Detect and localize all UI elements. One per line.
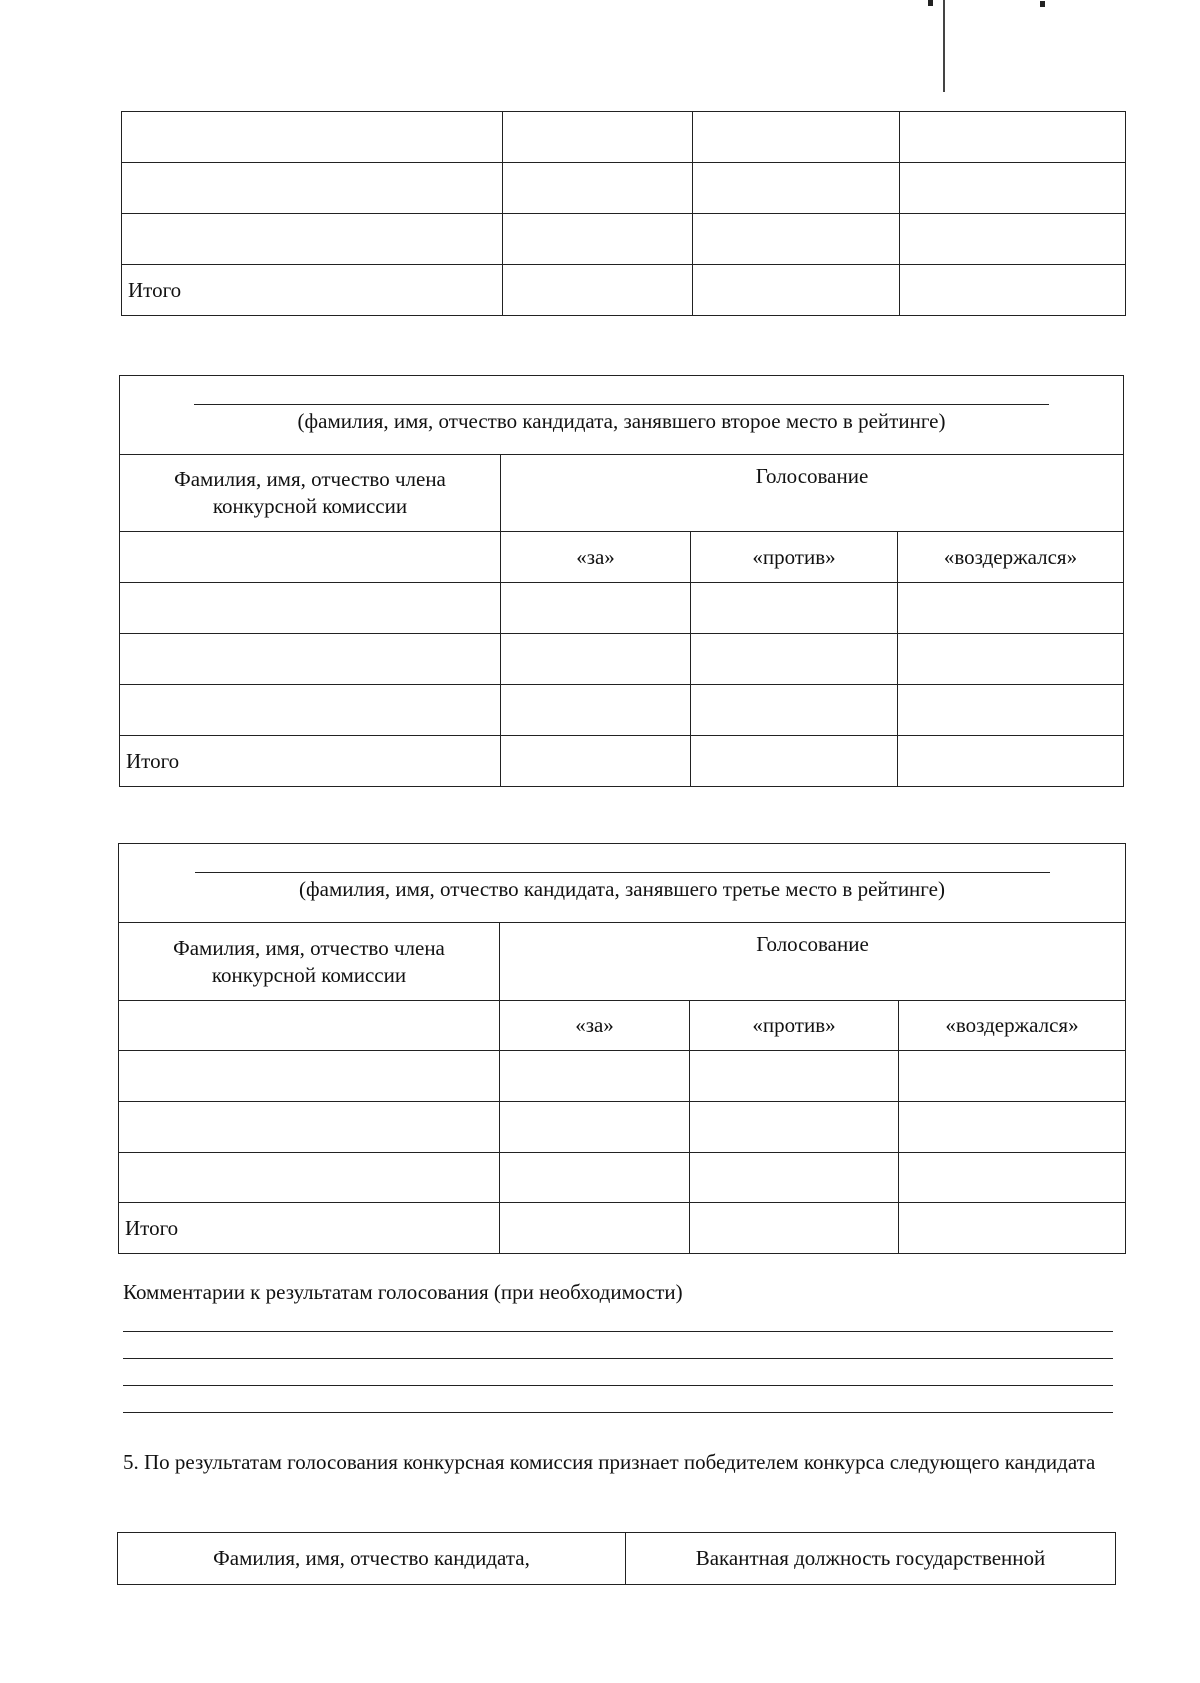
vote-for-cell[interactable] [503,163,693,214]
vote-for-header: «за» [501,532,691,583]
candidate-name-line [195,872,1050,873]
vote-against-cell[interactable] [693,163,900,214]
vote-abstain-cell[interactable] [900,214,1126,265]
table-row [122,112,1126,163]
margin-rule [943,0,945,92]
member-name-cell[interactable] [120,685,501,736]
vote-for-cell[interactable] [503,214,693,265]
vote-for-cell[interactable] [503,112,693,163]
column-header-row [119,923,1126,1001]
member-name-cell[interactable] [122,163,503,214]
voting-table-first-place [121,111,1126,316]
column-header-row [120,455,1124,532]
total-against-cell[interactable] [691,736,898,787]
vote-abstain-cell[interactable] [898,583,1124,634]
comment-line[interactable] [123,1412,1113,1413]
vote-options-row [120,532,1124,583]
table-row [120,634,1124,685]
vote-against-cell[interactable] [693,112,900,163]
comment-line[interactable] [123,1331,1113,1332]
member-col-header: Фамилия, имя, отчество члена конкурсной комиссии [119,923,500,1001]
winner-header-row [118,1533,1116,1585]
table-row [122,214,1126,265]
total-abstain-cell[interactable] [898,736,1124,787]
member-name-cell[interactable] [119,1153,500,1203]
vote-against-cell[interactable] [690,1153,899,1203]
vote-abstain-header: «воздержался» [899,1001,1126,1051]
member-name-cell[interactable] [120,583,501,634]
total-for-cell[interactable] [501,736,691,787]
member-name-cell[interactable] [119,1102,500,1153]
vote-against-cell[interactable] [690,1102,899,1153]
vote-against-cell[interactable] [690,1051,899,1102]
table-row [122,163,1126,214]
candidate-name-cell[interactable] [120,376,1124,455]
candidate-header-row [119,844,1126,923]
table-row [119,1153,1126,1203]
member-name-cell[interactable] [122,214,503,265]
vote-abstain-cell[interactable] [900,112,1126,163]
winner-table [117,1532,1116,1585]
candidate-name-line [194,404,1049,405]
vote-for-cell[interactable] [501,583,691,634]
candidate-caption: (фамилия, имя, отчество кандидата, занявшего третье место в рейтинге) [299,876,945,901]
vote-against-header: «против» [690,1001,899,1051]
vote-against-cell[interactable] [691,583,898,634]
vote-options-row [119,1001,1126,1051]
vote-against-header: «против» [691,532,898,583]
total-label: Итого [122,265,503,316]
vote-for-header: «за» [500,1001,690,1051]
vote-abstain-cell[interactable] [899,1102,1126,1153]
vote-abstain-cell[interactable] [898,634,1124,685]
vote-for-cell[interactable] [501,634,691,685]
vote-abstain-header: «воздержался» [898,532,1124,583]
scan-mark [1040,1,1045,7]
vote-for-cell[interactable] [500,1102,690,1153]
candidate-name-cell[interactable] [119,844,1126,923]
voting-header: Голосование [501,455,1124,532]
member-name-cell[interactable] [122,112,503,163]
winner-candidate-header: Фамилия, имя, отчество кандидата, [118,1533,626,1585]
winner-position-header: Вакантная должность государственной [626,1533,1116,1585]
voting-header: Голосование [500,923,1126,1001]
vote-for-cell[interactable] [500,1051,690,1102]
total-row [119,1203,1126,1254]
empty-cell [119,1001,500,1051]
comment-line[interactable] [123,1385,1113,1386]
voting-table-second-place [119,375,1124,787]
total-label: Итого [120,736,501,787]
vote-abstain-cell[interactable] [898,685,1124,736]
vote-abstain-cell[interactable] [900,163,1126,214]
total-abstain-cell[interactable] [899,1203,1126,1254]
table-row [119,1051,1126,1102]
scan-mark [928,0,933,6]
member-col-header: Фамилия, имя, отчество члена конкурсной комиссии [120,455,501,532]
table-row [120,685,1124,736]
vote-abstain-cell[interactable] [899,1051,1126,1102]
vote-against-cell[interactable] [691,634,898,685]
candidate-header-row [120,376,1124,455]
table-row [120,583,1124,634]
total-against-cell[interactable] [690,1203,899,1254]
vote-abstain-cell[interactable] [899,1153,1126,1203]
table-row [119,1102,1126,1153]
voting-table-third-place [118,843,1126,1254]
total-abstain-cell[interactable] [900,265,1126,316]
member-name-cell[interactable] [120,634,501,685]
comments-label: Комментарии к результатам голосования (при необходимости) [123,1280,683,1304]
vote-for-cell[interactable] [500,1153,690,1203]
total-for-cell[interactable] [500,1203,690,1254]
total-for-cell[interactable] [503,265,693,316]
vote-against-cell[interactable] [691,685,898,736]
member-name-cell[interactable] [119,1051,500,1102]
paragraph-5: 5. По результатам голосования конкурсная комиссия признает победителем конкурса следующего кандидата [123,1450,1096,1474]
total-label: Итого [119,1203,500,1254]
vote-for-cell[interactable] [501,685,691,736]
total-against-cell[interactable] [693,265,900,316]
empty-cell [120,532,501,583]
comment-line[interactable] [123,1358,1113,1359]
candidate-caption: (фамилия, имя, отчество кандидата, занявшего второе место в рейтинге) [297,408,946,433]
total-row [120,736,1124,787]
vote-against-cell[interactable] [693,214,900,265]
total-row [122,265,1126,316]
